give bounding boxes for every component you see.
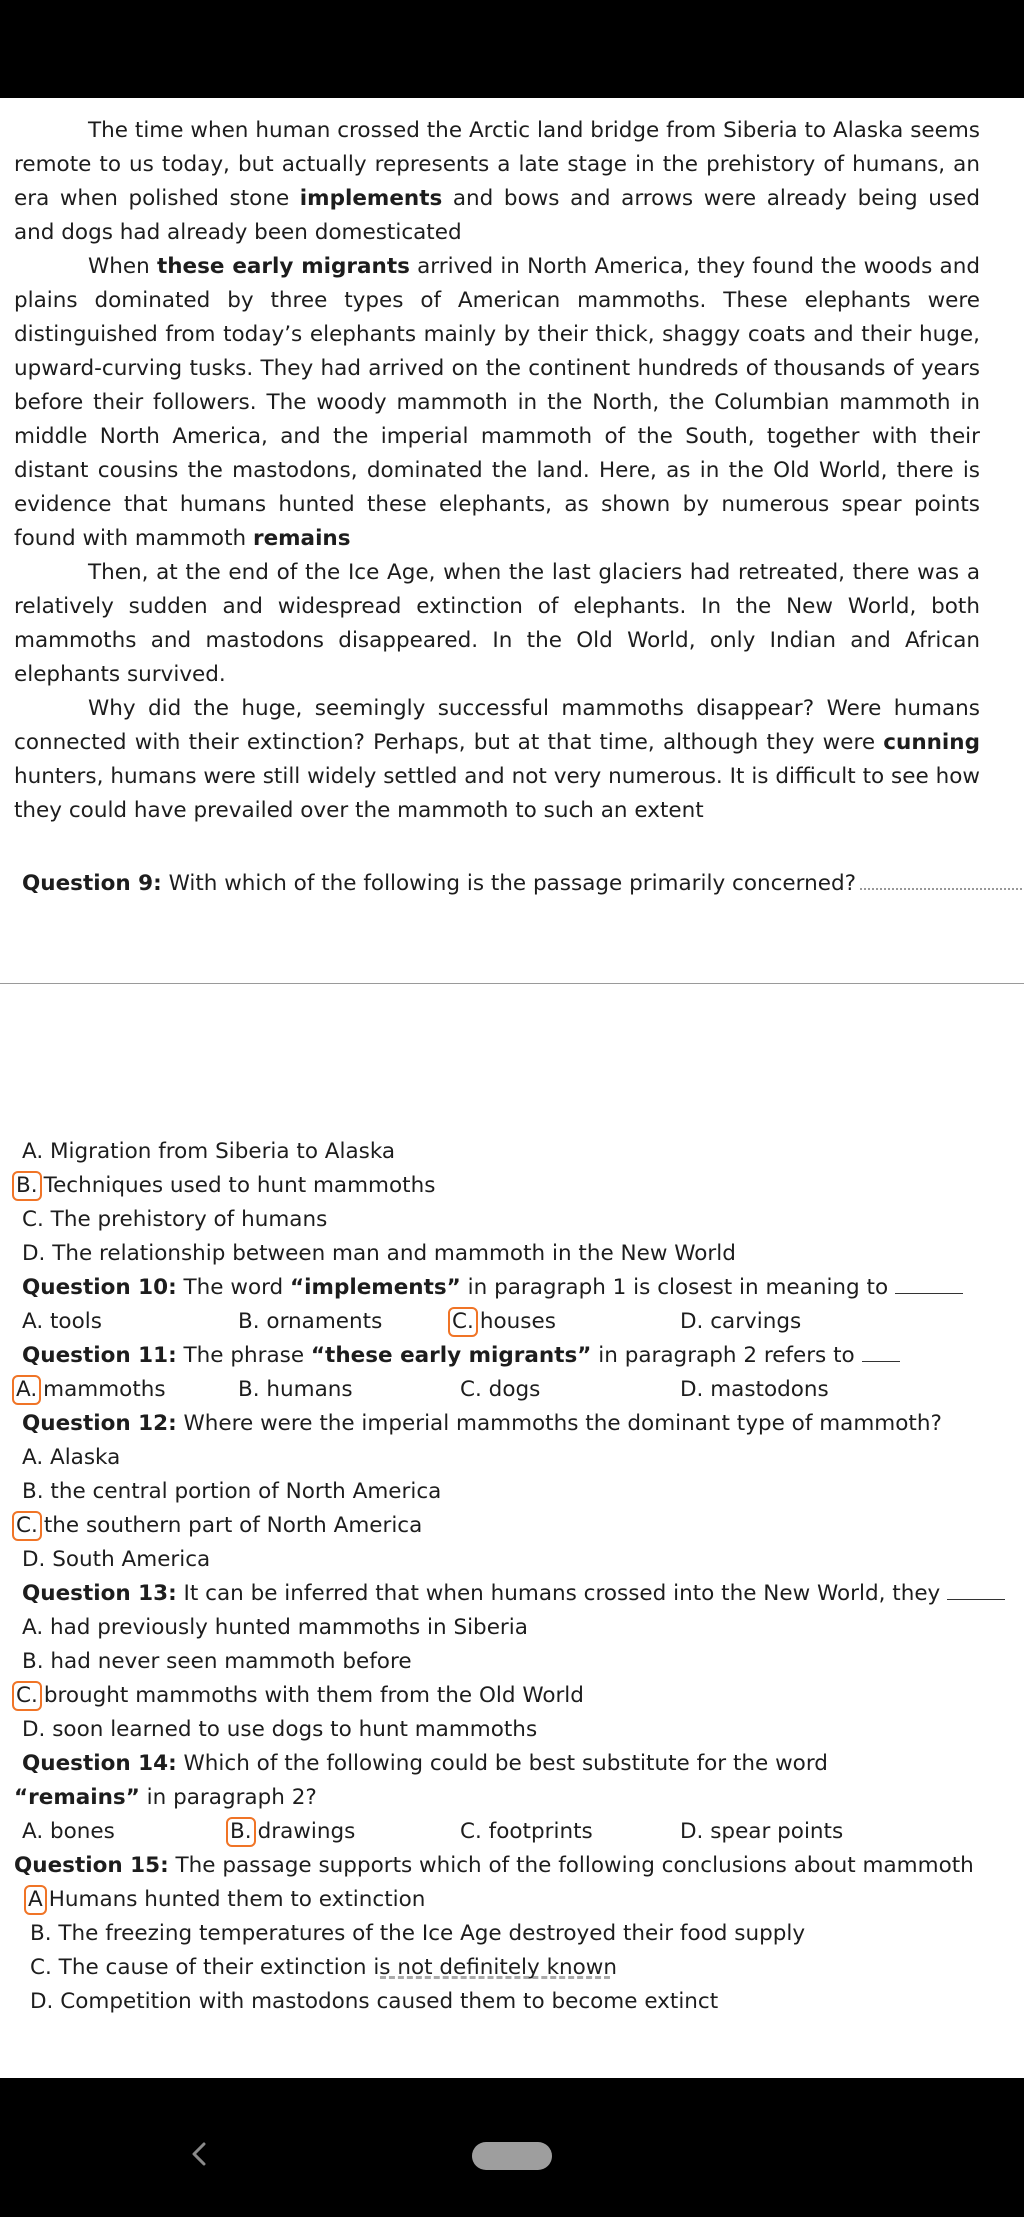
- q14-option-b[interactable]: B. drawings: [226, 1815, 355, 1849]
- q11-options: [16, 1373, 1012, 1407]
- q10-option-d[interactable]: D. carvings: [680, 1309, 802, 1334]
- q12-option-a[interactable]: A. Alaska: [22, 1445, 121, 1470]
- question-14-title-continued: “remains” in paragraph 2?: [14, 1785, 317, 1810]
- answer-blank: [895, 1271, 963, 1294]
- answer-blank: [862, 1339, 900, 1362]
- q12-option-d[interactable]: D. South America: [22, 1547, 211, 1572]
- q13-option-d[interactable]: D. soon learned to use dogs to hunt mammoths: [22, 1717, 538, 1742]
- q10-options: [22, 1305, 1012, 1339]
- keyword-cunning: cunning: [883, 730, 980, 755]
- page-divider: [0, 983, 1024, 984]
- q12-option-b[interactable]: B. the central portion of North America: [22, 1479, 442, 1504]
- back-chevron-icon[interactable]: [186, 2140, 214, 2168]
- answer-blank: [860, 888, 1022, 890]
- keyword-remains: remains: [252, 526, 351, 551]
- paragraph-4: Why did the huge, seemingly successful mammoths disappear? Were humans connected with their extinction? Perhaps, but at that time, although they were cunning hunters, humans were still widely settled and not very numerous. It is difficult to see how they could have prevailed over the mammoth to such an extent: [14, 696, 980, 823]
- question-10-title: Question 10: The word “implements” in paragraph 1 is closest in meaning to: [22, 1271, 963, 1305]
- q9-option-a[interactable]: A. Migration from Siberia to Alaska: [22, 1139, 396, 1164]
- q9-option-c[interactable]: C. The prehistory of humans: [22, 1207, 328, 1232]
- paragraph-3: Then, at the end of the Ice Age, when the last glaciers had retreated, there was a relatively sudden and widespread extinction of elephants. In the New World, both mammoths and mastodons disappeared. In the Old World, only Indian and African elephants survived.: [14, 560, 980, 687]
- selected-answer-marker: B.: [12, 1171, 42, 1201]
- q15-option-a[interactable]: A Humans hunted them to extinction: [24, 1883, 425, 1917]
- question-9-title: Question 9: With which of the following is the passage primarily concerned?: [22, 867, 1022, 901]
- q11-option-a[interactable]: A. mammoths: [12, 1373, 166, 1407]
- q10-option-b[interactable]: B. ornaments: [238, 1309, 383, 1334]
- q11-option-c[interactable]: C. dogs: [460, 1377, 541, 1402]
- q14-option-c[interactable]: C. footprints: [460, 1819, 593, 1844]
- q15-option-d[interactable]: D. Competition with mastodons caused them to become extinct: [30, 1989, 719, 2014]
- selected-answer-marker: C.: [448, 1307, 478, 1337]
- home-pill-icon[interactable]: [472, 2142, 552, 2170]
- q11-option-d[interactable]: D. mastodons: [680, 1377, 829, 1402]
- q15-option-b[interactable]: B. The freezing temperatures of the Ice Age destroyed their food supply: [30, 1921, 806, 1946]
- q13-option-a[interactable]: A. had previously hunted mammoths in Siberia: [22, 1615, 528, 1640]
- selected-answer-marker: A: [24, 1885, 47, 1915]
- keyword-these-early-migrants: these early migrants: [156, 254, 410, 279]
- question-13-title: Question 13: It can be inferred that when humans crossed into the New World, they: [22, 1577, 1005, 1611]
- keyword-implements: implements: [299, 186, 443, 211]
- top-status-bar: [0, 0, 1024, 98]
- watermark: [380, 1964, 610, 1979]
- q13-option-b[interactable]: B. had never seen mammoth before: [22, 1649, 412, 1674]
- document-page: [0, 98, 1024, 2078]
- selected-answer-marker: A.: [12, 1375, 41, 1405]
- q12-option-c[interactable]: C. the southern part of North America: [12, 1509, 422, 1543]
- q14-options: [22, 1815, 1012, 1849]
- paragraph-2: When these early migrants arrived in North America, they found the woods and plains dominated by three types of American mammoths. These elephants were distinguished from today’s elephants mainly by their thick, shaggy coats and their huge, upward-curving tusks. They had arrived on the continent hundreds of thousands of years before their followers. The woody mammoth in the North, the Columbian mammoth in middle North America, and the imperial mammoth of the South, together with their distant cousins the mastodons, dominated the land. Here, as in the Old World, there is evidence that humans hunted these elephants, as shown by numerous spear points found with mammoth remains: [14, 254, 981, 551]
- q9-option-b[interactable]: B. Techniques used to hunt mammoths: [12, 1169, 435, 1203]
- selected-answer-marker: C.: [12, 1511, 42, 1541]
- answer-blank: [947, 1577, 1005, 1600]
- selected-answer-marker: B.: [226, 1817, 256, 1847]
- q14-option-d[interactable]: D. spear points: [680, 1819, 844, 1844]
- navigation-bar: [0, 2078, 1024, 2217]
- q9-option-d[interactable]: D. The relationship between man and mammoth in the New World: [22, 1241, 736, 1266]
- q10-option-c[interactable]: C. houses: [448, 1305, 556, 1339]
- q14-option-a[interactable]: A. bones: [22, 1819, 115, 1844]
- question-15-title: Question 15: The passage supports which of the following conclusions about mammoth: [14, 1853, 974, 1878]
- question-14-title: Question 14: Which of the following could be best substitute for the word: [22, 1751, 828, 1776]
- paragraph-1: The time when human crossed the Arctic land bridge from Siberia to Alaska seems remote to us today, but actually represents a late stage in the prehistory of humans, an era when polished stone implements and bows and arrows were already being used and dogs had already been domesticated: [14, 118, 981, 245]
- selected-answer-marker: C.: [12, 1681, 42, 1711]
- q15-option-c[interactable]: C. The cause of their extinction is not definitely known: [30, 1955, 618, 1980]
- q13-option-c[interactable]: C. brought mammoths with them from the Old World: [12, 1679, 584, 1713]
- question-11-title: Question 11: The phrase “these early migrants” in paragraph 2 refers to: [22, 1339, 900, 1373]
- q11-option-b[interactable]: B. humans: [238, 1377, 353, 1402]
- question-12-title: Question 12: Where were the imperial mammoths the dominant type of mammoth?: [22, 1411, 942, 1436]
- reading-passage: [14, 114, 980, 828]
- q10-option-a[interactable]: A. tools: [22, 1309, 102, 1334]
